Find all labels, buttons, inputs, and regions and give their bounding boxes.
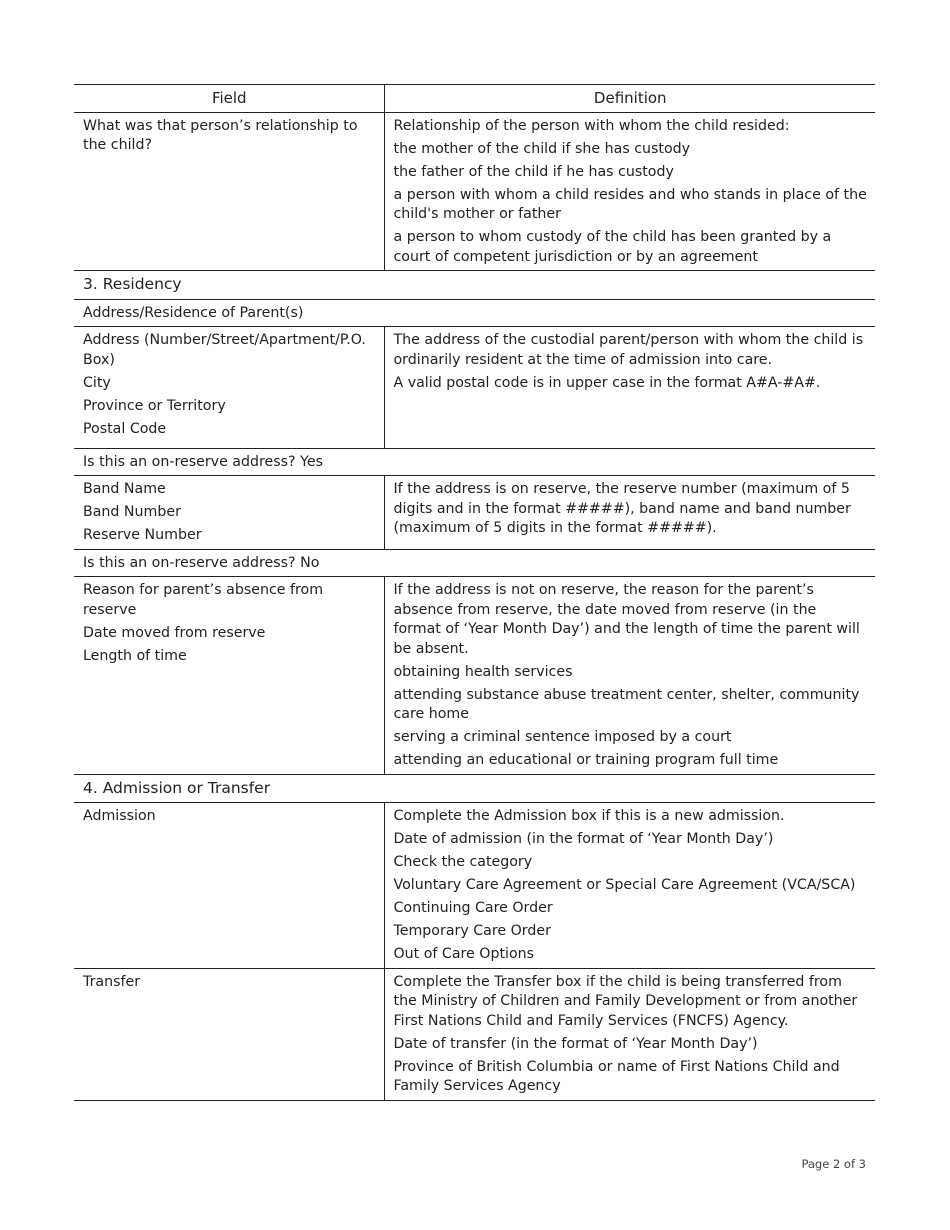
- table-row-band: [74, 476, 875, 550]
- subsection-heading: Is this an on-reserve address? Yes: [74, 448, 875, 476]
- table-row-admission: [74, 803, 875, 969]
- subsection-row-on-reserve-yes: [74, 448, 875, 476]
- table-row-transfer: [74, 968, 875, 1100]
- field-label: Band Number: [83, 504, 181, 520]
- definition-line: Complete the Admission box if this is a new admission.: [393, 808, 785, 824]
- table-row-absence: [74, 577, 875, 775]
- definition-cell: [384, 327, 875, 449]
- section-heading: 3. Residency: [74, 271, 875, 300]
- field-label: Address (Number/Street/Apartment/P.O. Box): [83, 332, 366, 368]
- definition-column-header: Definition: [384, 85, 875, 113]
- definition-line: Temporary Care Order: [393, 923, 551, 939]
- table-row-address: [74, 327, 875, 449]
- definition-line: Voluntary Care Agreement or Special Care Agreement (VCA/SCA): [393, 877, 856, 893]
- definition-line: obtaining health services: [393, 663, 573, 680]
- definition-line: attending an educational or training program full time: [393, 752, 779, 768]
- section-heading: 4. Admission or Transfer: [74, 774, 875, 803]
- table-row-relationship: [74, 112, 875, 271]
- definition-line: Relationship of the person with whom the child resided:: [393, 117, 790, 134]
- definition-line: Out of Care Options: [393, 946, 535, 962]
- field-label: What was that person’s relationship to the child?: [83, 117, 358, 153]
- field-label: Postal Code: [83, 420, 167, 437]
- definition-cell: [384, 112, 875, 271]
- definition-line: A valid postal code is in upper case in the format A#A-#A#.: [393, 374, 821, 391]
- table-header-row: [74, 85, 875, 113]
- definition-line: If the address is not on reserve, the reason for the parent’s absence from reserve, the date moved from reserve (in the format of ‘Year Month Day’) and the length of time the parent will be absent.: [393, 582, 860, 657]
- spacer: [83, 443, 376, 445]
- field-label: Transfer: [83, 973, 141, 990]
- subsection-row-address-residence: [74, 299, 875, 327]
- definitions-table: [74, 84, 875, 1101]
- field-label: Reason for parent’s absence from reserve: [83, 582, 324, 618]
- definition-line: If the address is on reserve, the reserve number (maximum of 5 digits and in the format #####), band name and band number (maximum of 5 digits in the format #####).: [393, 481, 851, 536]
- field-cell: [74, 476, 384, 550]
- definition-line: attending substance abuse treatment center, shelter, community care home: [393, 686, 860, 722]
- field-label: Province or Territory: [83, 397, 226, 414]
- definition-line: Province of British Columbia or name of First Nations Child and Family Services Agency: [393, 1058, 840, 1094]
- section-row-admission-transfer: [74, 774, 875, 803]
- definition-line: Continuing Care Order: [393, 900, 553, 916]
- subsection-row-on-reserve-no: [74, 549, 875, 577]
- section-row-residency: [74, 271, 875, 300]
- definition-line: Date of admission (in the format of ‘Year Month Day’): [393, 831, 774, 847]
- definition-line: Check the category: [393, 854, 533, 870]
- definition-line: a person with whom a child resides and who stands in place of the child's mother or father: [393, 186, 867, 222]
- definition-line: serving a criminal sentence imposed by a court: [393, 729, 732, 745]
- field-cell: [74, 327, 384, 449]
- field-column-header: Field: [74, 85, 384, 113]
- definition-cell: [384, 476, 875, 550]
- subsection-heading: Address/Residence of Parent(s): [74, 299, 875, 327]
- field-cell: [74, 803, 384, 969]
- field-label: Reserve Number: [83, 527, 202, 543]
- definition-line: a person to whom custody of the child has been granted by a court of competent jurisdiction or by an agreement: [393, 229, 832, 265]
- definition-line: the mother of the child if she has custody: [393, 140, 691, 157]
- definition-line: Complete the Transfer box if the child is being transferred from the Ministry of Children and Family Development or from another First Nations Child and Family Services (FNCFS) Agency.: [393, 973, 858, 1029]
- subsection-heading: Is this an on-reserve address? No: [74, 549, 875, 577]
- definition-line: the father of the child if he has custody: [393, 163, 674, 180]
- definition-cell: [384, 577, 875, 775]
- field-cell: [74, 577, 384, 775]
- definition-line: The address of the custodial parent/person with whom the child is ordinarily resident at the time of admission into care.: [393, 332, 864, 368]
- field-label: Date moved from reserve: [83, 624, 266, 641]
- field-label: Admission: [83, 808, 156, 824]
- definition-cell: [384, 968, 875, 1100]
- definition-line: Date of transfer (in the format of ‘Year Month Day’): [393, 1035, 758, 1052]
- field-cell: [74, 112, 384, 271]
- field-label: Band Name: [83, 481, 166, 497]
- field-label: Length of time: [83, 647, 187, 664]
- page-number: Page 2 of 3: [801, 1157, 866, 1171]
- definition-cell: [384, 803, 875, 969]
- field-cell: [74, 968, 384, 1100]
- field-label: City: [83, 374, 111, 391]
